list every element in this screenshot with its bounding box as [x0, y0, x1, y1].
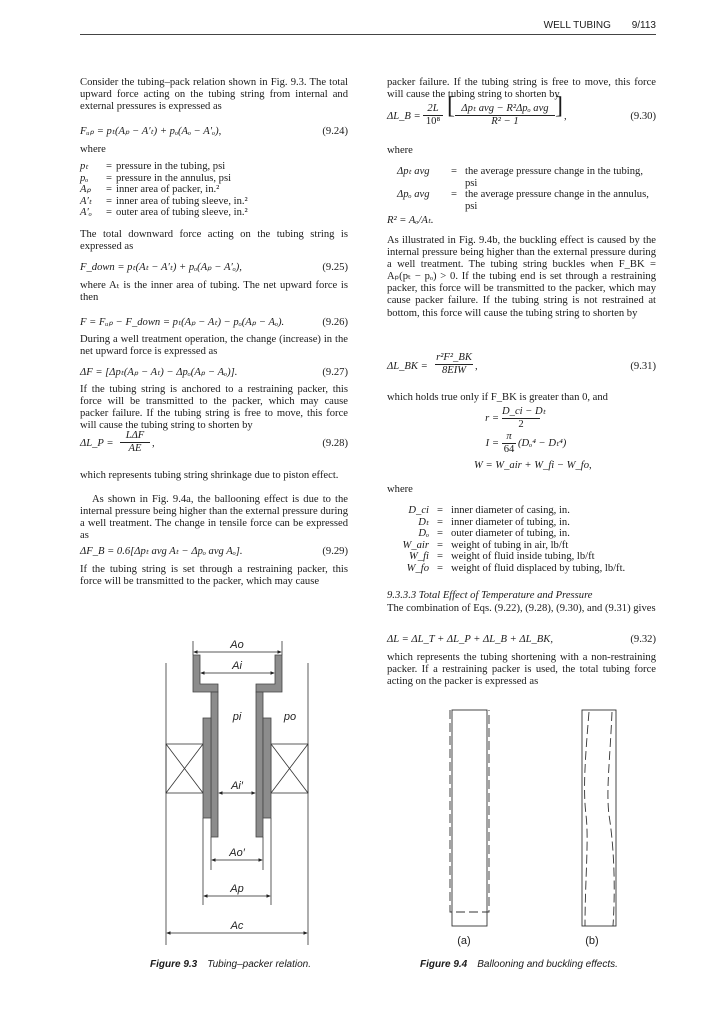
equals: =	[437, 505, 443, 516]
equation-tail: ,	[564, 111, 567, 122]
equation-number: (9.30)	[630, 111, 656, 122]
equals: =	[106, 184, 112, 196]
equals: =	[106, 207, 112, 219]
bracket-close: ]	[555, 93, 563, 119]
equation-number: (9.32)	[630, 634, 656, 645]
definition: inner diameter of casing, in.	[451, 505, 570, 516]
paragraph: If the tubing string is set through a restraining packer, this force will be transmitted to the packer, which may cause	[80, 564, 348, 588]
definition: outer diameter of tubing, in.	[451, 528, 570, 540]
bracket-open: [	[447, 93, 455, 119]
fraction-numerator: D_ci − Dₜ	[502, 406, 540, 419]
paragraph: Consider the tubing–pack relation shown in Fig. 9.3. The total upward force acting on the tubing string from internal and external pressures is expressed as	[80, 77, 348, 113]
equation-number: (9.29)	[322, 546, 348, 557]
label-Ac: Ac	[230, 920, 244, 932]
symbol: Dₒ	[418, 528, 429, 540]
equals: =	[437, 516, 443, 528]
where-label: where	[80, 144, 106, 155]
paragraph: The total downward force acting on the tubing string is expressed as	[80, 229, 348, 253]
definition: the average pressure change in the annulus, psi	[465, 189, 649, 213]
equation-number: (9.25)	[322, 262, 348, 273]
equals: =	[106, 161, 112, 172]
equation-lhs: ΔL_P =	[80, 438, 114, 449]
definition: pressure in the tubing, psi	[116, 161, 226, 172]
fraction-numerator: 2L	[423, 103, 443, 116]
tube-original-b	[582, 710, 616, 926]
tubing-wall-left	[211, 692, 218, 837]
tubing-sleeve-top-left	[193, 655, 218, 692]
label-b: (b)	[585, 935, 599, 947]
equation-expr: F_down = pₜ(Aₜ − A′ₜ) + pₒ(Aₚ − A′ₒ),	[80, 262, 242, 273]
caption-number: Figure 9.4	[420, 959, 468, 970]
figure-9-4-caption	[420, 959, 618, 971]
equation-lhs: ΔL_B =	[387, 111, 421, 122]
outer-sleeve-right	[263, 718, 271, 818]
equation-expr: F = Fᵤₚ − F_down = pₜ(Aₚ − Aₜ) − pₒ(Aₚ − Aₒ).	[80, 317, 285, 328]
equals: =	[106, 172, 112, 184]
equation-tail: (Dₒ⁴ − Dₜ⁴)	[518, 438, 567, 449]
paragraph: As illustrated in Fig. 9.4b, the buckling effect is caused by the internal pressure being higher than the external pressure during a well treatment. The tubing string buckles when F_BK = Aₚ(pₜ − pₒ) > 0. If the tubing end is set through a restraining packer, this force will be transmitted to the packer, which may cause packer failure. If the tubing string is not restrained at bottom, this force will cause the tubing string to shorten by	[387, 235, 656, 319]
symbol: pₒ	[80, 172, 89, 184]
equals: =	[437, 528, 443, 540]
equation-number: (9.24)	[322, 126, 348, 137]
paragraph: which represents the tubing shortening with a non-restraining packer. If a restraining packer is used, the total tubing force acting on the packer is expressed as	[387, 652, 656, 688]
figure-9-3-caption	[150, 959, 311, 971]
where-label: where	[387, 145, 413, 156]
packer-element-left	[166, 744, 203, 793]
label-pi: pi	[232, 711, 242, 723]
label-Ap: Ap	[230, 883, 244, 895]
definition: weight of fluid inside tubing, lb/ft	[451, 551, 595, 563]
paragraph: which represents tubing string shrinkage due to piston effect.	[80, 470, 339, 481]
equals: =	[437, 551, 443, 563]
equation-number: (9.26)	[322, 317, 348, 328]
paragraph: If the tubing string is anchored to a restraining packer, this force will be transmitted to the packer, which may cause packer failure. If the tubing string is free to move, this force will cause the tubing string to shorten by	[80, 384, 348, 432]
fraction-denominator: R² − 1	[491, 116, 519, 127]
where-label: where	[387, 484, 413, 495]
symbol: Dₜ	[418, 516, 429, 528]
paragraph: where Aₜ is the inner area of tubing. The net upward force is then	[80, 280, 348, 304]
fraction-denominator: 10⁸	[425, 116, 441, 127]
fraction-numerator: Δpₜ avg − R²Δpₒ avg	[455, 103, 555, 116]
equals: =	[437, 539, 443, 551]
tube-buckled-left-b	[585, 712, 589, 926]
caption-number: Figure 9.3	[150, 959, 198, 970]
symbol: A′ₒ	[80, 207, 92, 219]
equation-lhs: I =	[485, 438, 499, 449]
paragraph: which holds true only if F_BK is greater than 0, and	[387, 392, 608, 403]
definition: weight of fluid displaced by tubing, lb/ft.	[451, 562, 626, 574]
paragraph: packer failure. If the tubing string is free to move, this force will cause the tubing string to shorten by	[387, 77, 656, 101]
equation-expr: Fᵤₚ = pₜ(Aₚ − A′ₜ) + pₒ(Aₒ − A′ₒ),	[80, 126, 222, 137]
equation-number: (9.28)	[322, 438, 348, 449]
fraction-numerator: LΔF	[120, 430, 150, 443]
equals: =	[437, 562, 443, 574]
definition: inner area of packer, in.²	[116, 184, 220, 196]
symbol: D_ci	[408, 505, 429, 516]
equation-expr: ΔF = [Δpₜ(Aₚ − Aₜ) − Δpₒ(Aₚ − Aₒ)].	[80, 367, 238, 378]
symbol: A′ₜ	[80, 195, 92, 207]
fraction-denominator: 2	[518, 419, 524, 430]
label-po: po	[283, 711, 297, 723]
label-Ai-prime: Ai′	[231, 780, 243, 792]
equation-tail: ,	[475, 361, 478, 372]
equation-expr: ΔL = ΔL_T + ΔL_P + ΔL_B + ΔL_BK,	[387, 634, 553, 645]
tube-buckled-right-b	[608, 712, 614, 926]
label-Ao-prime: Ao′	[229, 847, 245, 859]
symbol: Δpₜ avg	[397, 166, 430, 177]
fraction-denominator: 8EIW	[441, 365, 467, 376]
equation-r-squared: R² = Aₒ/Aₜ.	[387, 215, 434, 226]
fraction-numerator: π	[502, 431, 516, 444]
symbol: W_fi	[408, 551, 429, 563]
equation-W: W = W_air + W_fi − W_fo,	[474, 460, 592, 471]
paragraph: The combination of Eqs. (9.22), (9.28), (9.30), and (9.31) gives	[387, 603, 656, 614]
fraction-denominator: AE	[128, 443, 142, 454]
caption-text: Ballooning and buckling effects.	[477, 959, 618, 970]
equation-lhs: r =	[485, 413, 499, 424]
equation-number: (9.27)	[322, 367, 348, 378]
fraction-denominator: 64	[503, 444, 515, 455]
tubing-sleeve-top-right	[256, 655, 282, 692]
running-title: WELL TUBING	[543, 20, 611, 31]
symbol: W_air	[402, 539, 429, 551]
tube-original-a	[452, 710, 487, 926]
equation-expr: ΔF_B = 0.6[Δpₜ avg Aₜ − Δpₒ avg Aₒ].	[80, 546, 243, 557]
paragraph: During a well treatment operation, the change (increase) in the net upward force is expressed as	[80, 334, 348, 358]
tubing-wall-right	[256, 692, 263, 837]
label-Ai: Ai	[232, 660, 242, 672]
equals: =	[451, 189, 457, 200]
caption-text: Tubing–packer relation.	[207, 959, 312, 970]
equals: =	[106, 195, 112, 207]
page-number: 9/113	[631, 20, 656, 31]
section-heading: 9.3.3.3 Total Effect of Temperature and Pressure	[387, 590, 593, 601]
definition: weight of tubing in air, lb/ft	[451, 539, 569, 551]
symbol: W_fo	[406, 562, 429, 574]
symbol: Δpₒ avg	[397, 189, 430, 200]
definition: inner area of tubing sleeve, in.²	[116, 195, 248, 207]
paragraph: As shown in Fig. 9.4a, the ballooning effect is due to the internal pressure being higher than the external pressure during a well treatment. The change in tensile force can be expressed as	[80, 494, 348, 542]
label-Ao: Ao	[230, 639, 244, 651]
tube-ballooned-a	[450, 710, 489, 912]
outer-sleeve-left	[203, 718, 211, 818]
definition: pressure in the annulus, psi	[116, 172, 232, 184]
symbol: Aₚ	[80, 184, 92, 196]
fraction-numerator: r²F²_BK	[435, 352, 473, 365]
definition: inner diameter of tubing, in.	[451, 516, 570, 528]
equation-tail: ,	[152, 438, 155, 449]
equation-lhs: ΔL_BK =	[387, 361, 428, 372]
symbol: pₜ	[80, 161, 89, 172]
equation-number: (9.31)	[630, 361, 656, 372]
definition: outer area of tubing sleeve, in.²	[116, 207, 248, 219]
equals: =	[451, 166, 457, 177]
packer-element-right	[271, 744, 308, 793]
label-a: (a)	[457, 935, 471, 947]
definition: the average pressure change in the tubing, psi	[465, 166, 643, 190]
